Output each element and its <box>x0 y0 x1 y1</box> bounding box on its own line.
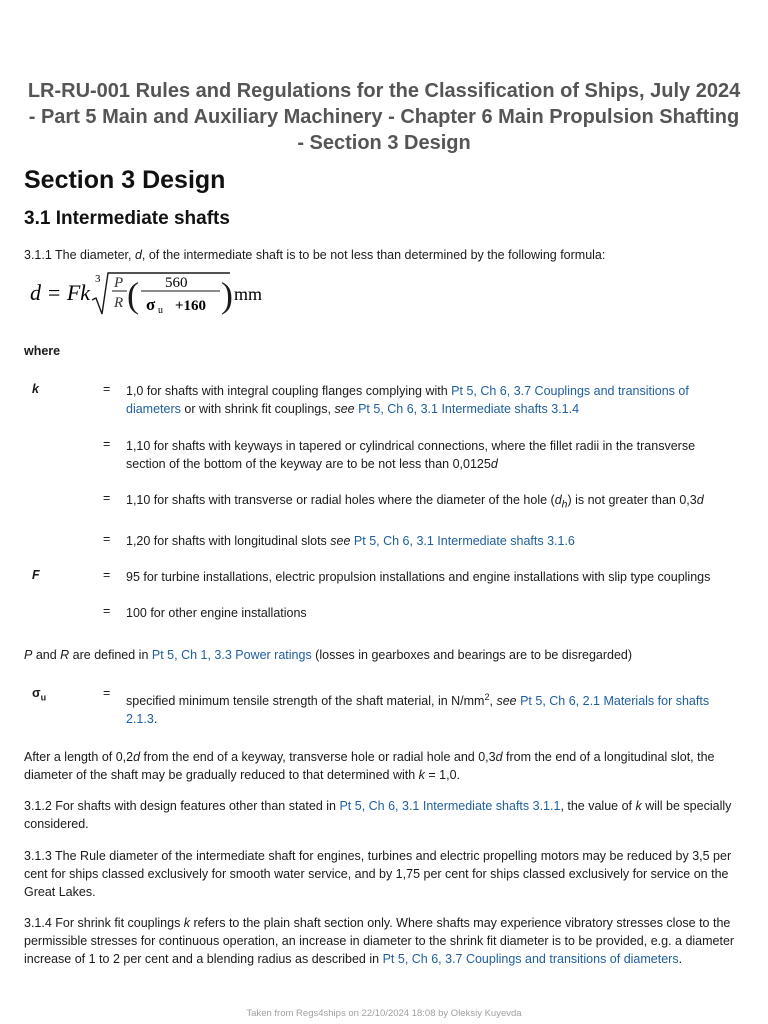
see-text: see <box>334 402 355 416</box>
see-text: see <box>496 694 517 709</box>
diameter-formula <box>28 270 288 318</box>
text: 1,10 for shafts with transverse or radial holes where the diameter of the hole ( <box>126 493 555 507</box>
formula-lhs: d = Fk <box>30 280 91 305</box>
var-k: k <box>635 799 642 813</box>
formula-sigma: σ <box>146 295 156 314</box>
var-k: k <box>183 916 191 930</box>
formula-numerator: 560 <box>165 275 188 291</box>
section-heading: Section 3 Design <box>24 166 226 194</box>
formula-left-paren: ( <box>127 275 139 315</box>
formula-plus-160: +160 <box>175 298 207 314</box>
text: 3.1.2 For shafts with design features other than stated in <box>24 799 340 813</box>
text: or with shrink fit couplings, <box>180 402 335 416</box>
definition-F-1: 95 for turbine installations, electric propulsion installations and engine installations with slip type couplings <box>126 570 711 584</box>
link-intermediate-shafts-3-1-4[interactable]: Pt 5, Ch 6, 3.1 Intermediate shafts 3.1.4 <box>358 402 580 416</box>
equals-sign: = <box>103 686 111 700</box>
text: (losses in gearboxes and bearings are to be disregarded) <box>311 648 633 662</box>
link-power-ratings[interactable]: Pt 5, Ch 1, 3.3 Power ratings <box>151 648 312 662</box>
subscript-h: h <box>561 499 568 511</box>
var-d: d <box>495 750 503 764</box>
formula-P: P <box>114 275 124 291</box>
definition-k-3 <box>126 491 736 515</box>
var-d: d <box>554 493 562 507</box>
text: = 1,0. <box>424 768 461 782</box>
paragraph-3-1-3: 3.1.3 The Rule diameter of the intermediate shaft for engines, turbines and electric propelling motors may be reduced by 3,5 per cent for ships classed exclusively for smooth water service, and by 1,75 per cent for ships classed exclusively for service on the Great Lakes. <box>24 849 732 899</box>
equals-sign: = <box>103 604 111 618</box>
text: . <box>678 952 683 966</box>
formula-unit: mm <box>234 284 263 304</box>
var-P: P <box>24 648 33 662</box>
text: , <box>489 694 497 709</box>
text: from the end of a keyway, transverse hole or radial hole and 0,3 <box>140 750 496 764</box>
link-intermediate-shafts-3-1-1[interactable]: Pt 5, Ch 6, 3.1 Intermediate shafts 3.1.1 <box>339 799 561 813</box>
equals-sign: = <box>103 568 111 582</box>
text: 3.1.4 For shrink fit couplings <box>24 916 184 930</box>
paragraph-3-1-1 <box>24 246 744 264</box>
definition-k-4 <box>126 532 736 550</box>
sigma-subscript: u <box>40 692 47 703</box>
formula-right-paren: ) <box>221 275 233 315</box>
text: 1,20 for shafts with longitudinal slots <box>126 534 331 548</box>
symbol-k: k <box>32 382 39 396</box>
equals-sign: = <box>103 532 111 546</box>
sigma: σ <box>32 686 41 700</box>
var-d: d <box>696 493 704 507</box>
formula-root-index: 3 <box>95 273 101 285</box>
symbol-F: F <box>32 568 40 582</box>
text: . <box>153 712 158 727</box>
footer-attribution: Taken from Regs4ships on 22/10/2024 18:08 by Oleksiy Kuyevda <box>246 1008 522 1019</box>
text: refers to the plain shaft section only. Where shafts may experience vibratory stresses close to the permissible stresses for continuous operation, an increase in diameter to the shrink fit diameter is to be provided, e.g. a diameter increase of 1 to 2 per cent and a blending radius as described in <box>24 916 735 966</box>
where-label: where <box>24 344 61 358</box>
text: After a length of 0,2 <box>24 750 134 764</box>
var-d: d <box>133 750 141 764</box>
text: are defined in <box>69 648 152 662</box>
formula-R: R <box>114 295 124 311</box>
text: ) is not greater than 0,3 <box>567 493 697 507</box>
text: from the end of a longitudinal slot, the diameter of the shaft may be gradually reduced to that determined with <box>24 750 715 782</box>
definition-sigma-u <box>126 688 736 728</box>
var-R: R <box>60 648 70 662</box>
var-d: d <box>134 248 142 262</box>
definition-F-2: 100 for other engine installations <box>126 606 307 620</box>
text: , of the intermediate shaft is to be not less than determined by the following formula: <box>141 248 606 262</box>
text: 1,10 for shafts with keyways in tapered or cylindrical connections, where the fillet radii in the transverse section of the bottom of the keyway are to be not less than 0,0125 <box>126 439 696 471</box>
definition-k-1 <box>126 382 736 418</box>
text: 1,0 for shafts with integral coupling flanges complying with <box>126 384 452 398</box>
link-intermediate-shafts-3-1-6[interactable]: Pt 5, Ch 6, 3.1 Intermediate shafts 3.1.6 <box>353 534 575 548</box>
link-materials-for-shafts[interactable]: Pt 5, Ch 6, 2.1 Materials for shafts 2.1.3 <box>126 694 710 727</box>
formula-sigma-sub: u <box>158 305 163 316</box>
link-couplings-transitions[interactable]: Pt 5, Ch 6, 3.7 Couplings and transitions of diameters <box>126 384 689 416</box>
text: and <box>32 648 61 662</box>
paragraph-p-r-defined <box>24 646 744 664</box>
text: specified minimum tensile strength of the shaft material, in N/mm <box>126 694 485 709</box>
var-k: k <box>418 768 425 782</box>
equals-sign: = <box>103 491 111 505</box>
var-d: d <box>490 457 498 471</box>
paragraph-3-1-2 <box>24 797 744 833</box>
text: , the value of <box>560 799 636 813</box>
document-title: LR-RU-001 Rules and Regulations for the Classification of Ships, July 2024 - Part 5 Main and Auxiliary Machinery - Chapter 6 Main Propulsion Shafting - Section 3 Design <box>27 80 741 154</box>
see-text: see <box>330 534 351 548</box>
text: 3.1.1 The diameter, <box>24 248 135 262</box>
paragraph-3-1-4 <box>24 914 744 968</box>
definition-k-2 <box>126 437 736 473</box>
paragraph-after-length <box>24 748 744 784</box>
text: will be specially considered. <box>24 799 732 831</box>
equals-sign: = <box>103 437 111 451</box>
equals-sign: = <box>103 382 111 396</box>
subsection-heading: 3.1 Intermediate shafts <box>24 208 230 229</box>
symbol-sigma-u <box>32 686 46 703</box>
superscript-2: 2 <box>484 692 490 702</box>
link-couplings-transitions-2[interactable]: Pt 5, Ch 6, 3.7 Couplings and transitions of diameters <box>382 952 679 966</box>
